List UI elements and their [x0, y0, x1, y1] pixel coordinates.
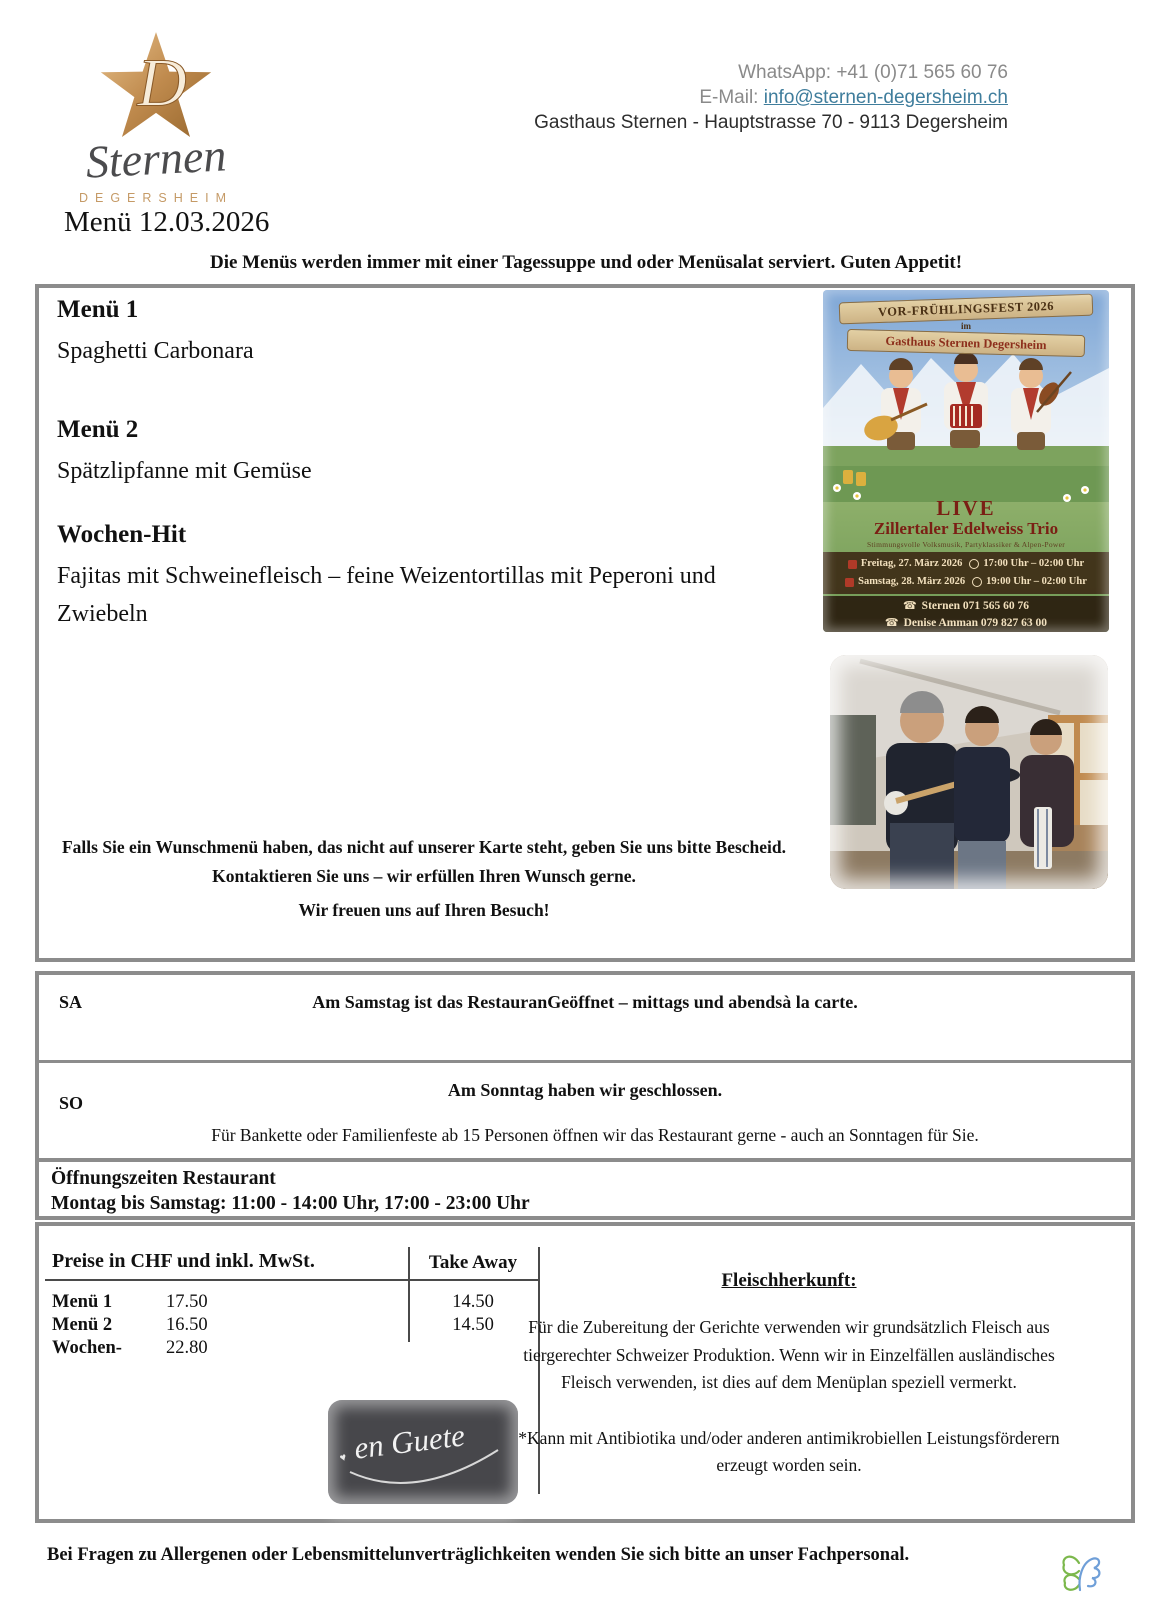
price-row-price: 16.50 [166, 1315, 208, 1335]
poster-phone1: Sternen 071 565 60 76 [921, 599, 1030, 612]
poster-time1: 17:00 Uhr – 02:00 Uhr [983, 558, 1085, 569]
poster-live-label: LIVE [936, 496, 996, 520]
meat-origin-note: *Kann mit Antibiotika und/oder anderen antimikrobiellen Leistungsförderern erzeugt worden sein. [518, 1427, 1060, 1475]
price-box [35, 1222, 1135, 1523]
price-header-left: Preise in CHF und inkl. MwSt. [52, 1250, 315, 1272]
poster-band-name: Zillertaler Edelweiss Trio [873, 519, 1059, 538]
price-row-takeaway: 14.50 [452, 1315, 494, 1335]
meat-origin-section [509, 1226, 1069, 1479]
email-label: E-Mail: [699, 87, 764, 108]
takeaway-header: Take Away [428, 1252, 518, 1273]
price-row-price: 22.80 [166, 1338, 208, 1358]
poster-date-row [823, 574, 1109, 590]
saturday-text: Am Samstag ist das RestauranGeöffnet – mittags und abendsà la carte. [312, 992, 858, 1012]
poster-date-row [823, 556, 1109, 572]
poster-phone-row [823, 598, 1109, 614]
menu-section-2 [57, 416, 757, 490]
poster-banner-top-text: VOR-FRÜHLINGSFEST 2026 [877, 298, 1055, 320]
menu-section-title: Wochen-Hit [57, 521, 187, 548]
poster-dates [823, 552, 1109, 594]
whatsapp-line: WhatsApp: +41 (0)71 565 60 76 [738, 62, 1008, 83]
phone-icon: ☎ [902, 598, 917, 612]
menu-section-desc: Spätzlipfanne mit Gemüse [57, 458, 312, 484]
clock-icon [969, 559, 979, 569]
poster-banner-mid: im [961, 321, 971, 331]
hours-line: Montag bis Samstag: 11:00 - 14:00 Uhr, 17:00 - 23:00 Uhr [51, 1193, 530, 1214]
price-row-label: Wochen- [52, 1338, 122, 1358]
poster-phone-row [823, 615, 1109, 631]
email-link[interactable]: info@sternen-degersheim.ch [763, 87, 1008, 108]
meat-origin-body: Für die Zubereitung der Gerichte verwenden wir grundsätzlich Fleisch aus tiergerechter Schweizer Produktion. Wenn wir in Einzelfällen ausländisches Fleisch verwenden, ist dies auf dem Menüplan speziell vermerkt. [523, 1317, 1055, 1392]
logo-name: Sternen [84, 129, 228, 188]
logo-initial: D [137, 44, 187, 121]
meat-origin-title: Fleischherkunft: [721, 1270, 857, 1291]
saturday-label: SA [59, 992, 83, 1012]
serving-note: Die Menüs werden immer mit einer Tagessuppe und oder Menüsalat serviert. Guten Appetit! [209, 252, 963, 273]
menu-section-title: Menü 1 [57, 296, 139, 323]
menu-section-1 [57, 296, 757, 370]
hours-box [35, 1158, 1135, 1220]
email-line [534, 85, 1008, 110]
price-row-price: 17.50 [166, 1292, 208, 1312]
price-row-label: Menü 2 [52, 1315, 113, 1335]
price-header-rule [45, 1279, 539, 1281]
poster-banner-top [839, 294, 1094, 325]
page-title: Menü 12.03.2026 [64, 206, 270, 238]
menu-section-desc: Fajitas mit Schweinefleisch – feine Weizentortillas mit Peperoni und Zwiebeln [57, 563, 716, 627]
wish-note: Falls Sie ein Wunschmenü haben, das nicht auf unserer Karte steht, geben Sie uns bitte Bescheid. Kontaktieren Sie uns – wir erfüllen Ihren Wunsch gerne. [61, 837, 787, 886]
en-guete-badge [328, 1400, 518, 1504]
poster-time2: 19:00 Uhr – 02:00 Uhr [986, 576, 1087, 587]
price-row-takeaway: 14.50 [452, 1292, 494, 1312]
brand-logo [56, 28, 256, 205]
brand-glyph-icon [1058, 1548, 1104, 1600]
menu-section-weekly-hit [57, 521, 757, 633]
poster-date1: Freitag, 27. März 2026 [860, 558, 963, 569]
calendar-icon [845, 578, 854, 587]
calendar-icon [848, 560, 857, 569]
poster-phone2: Denise Amman 079 827 63 00 [903, 616, 1048, 629]
address-line: Gasthaus Sternen - Hauptstrasse 70 - 9113 Degersheim [534, 112, 1008, 133]
hours-title: Öffnungszeiten Restaurant [51, 1168, 276, 1189]
staff-photo-illustration [830, 655, 1108, 889]
price-row-menu1 [39, 1292, 539, 1315]
clock-icon [972, 577, 982, 587]
poster-banner-bottom [847, 329, 1085, 357]
logo-subtitle: DEGERSHEIM [78, 191, 234, 205]
menu-section-desc: Spaghetti Carbonara [57, 338, 254, 364]
sunday-row [39, 1063, 1131, 1161]
poster-tagline: Stimmungsvolle Volksmusik, Partyklassiker & Alpen-Power [866, 540, 1066, 549]
price-row-label: Menü 1 [52, 1292, 113, 1312]
poster-banner-bottom-text: Gasthaus Sternen Degersheim [885, 333, 1047, 353]
poster-musicians-illustration [823, 342, 1109, 502]
contact-block [534, 60, 1008, 135]
star-icon [81, 28, 231, 146]
sunday-label: SO [59, 1093, 84, 1113]
allergy-note: Bei Fragen zu Allergenen oder Lebensmittelunverträglichkeiten wenden Sie sich bitte an unser Fachpersonal. [47, 1545, 910, 1565]
en-guete-text: en Guete [352, 1417, 467, 1466]
price-row-menu2 [39, 1315, 539, 1338]
poster-phones [823, 596, 1109, 632]
menu-section-title: Menü 2 [57, 416, 139, 443]
staff-photo [830, 655, 1108, 889]
heart-icon: ♥ [338, 1451, 349, 1465]
poster-banner [823, 298, 1109, 354]
price-row-weekly [39, 1338, 539, 1361]
menu-box [35, 284, 1135, 962]
event-poster [823, 290, 1109, 632]
sunday-text: Am Sonntag haben wir geschlossen. [447, 1080, 723, 1100]
sunday-banquet-note: Für Bankette oder Familienfeste ab 15 Personen öffnen wir das Restaurant gerne - auch an Sonntagen für Sie. [211, 1125, 979, 1145]
saturday-row [39, 975, 1131, 1063]
phone-icon: ☎ [884, 615, 899, 629]
weekend-box [35, 971, 1135, 1165]
poster-date2: Samstag, 28. März 2026 [858, 576, 966, 587]
visit-note: Wir freuen uns auf Ihren Besuch! [298, 900, 550, 920]
